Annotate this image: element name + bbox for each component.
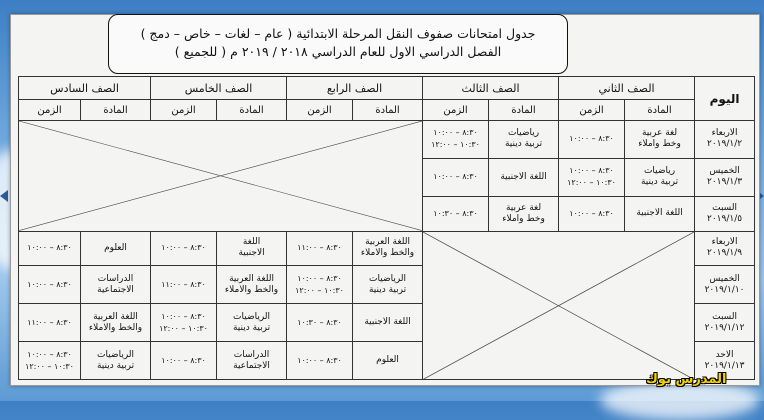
subject-column-header: المادة — [81, 100, 151, 121]
day-cell: الاحد ٢٠١٩/١/١٣ — [695, 342, 755, 380]
grade-4-subject: اللغة الاجنبية — [353, 304, 423, 342]
grade-4-time: ٨:٣٠ – ١٠:٠٠ — [287, 342, 353, 380]
grade-2-time: ٨:٣٠ – ١٠:٠٠ — [559, 121, 625, 159]
schedule-header-box — [108, 14, 568, 74]
grade-2-time: ٨:٣٠ – ١٠:٠٠ ١٠:٣٠ – ١٢:٠٠ — [559, 158, 625, 196]
grade-2-subject: رياضيات تربية دينية — [625, 158, 695, 196]
grade-5-subject: اللغة العربية والخط والاملاء — [217, 266, 287, 304]
grade-5-header: الصف الخامس — [151, 77, 287, 100]
left-arrow-icon — [0, 190, 8, 202]
schedule-subtitle: الفصل الدراسي الاول للعام الدراسي ٢٠١٨ / ٢٠١٩ م ( للجميع ) — [174, 44, 502, 59]
grade-2-header: الصف الثاني — [559, 77, 695, 100]
grade-5-subject: الرياضيات تربية دينية — [217, 304, 287, 342]
grade-5-time: ٨:٣٠ – ١٠:٠٠ ١٠:٣٠ – ١٢:٠٠ — [151, 304, 217, 342]
grade-5-time: ٨:٣٠ – ١٠:٠٠ — [151, 231, 217, 266]
day-cell: الاربعاء ٢٠١٩/١/٩ — [695, 231, 755, 266]
grade-5-subject: اللغة الاجنبية — [217, 231, 287, 266]
grade-4-subject: العلوم — [353, 342, 423, 380]
grade-4-header: الصف الرابع — [287, 77, 423, 100]
day-cell: الخميس ٢٠١٩/١/٣ — [695, 158, 755, 196]
grade-4-time: ٨:٣٠ – ١٠:٣٠ — [287, 304, 353, 342]
grade-2-subject: اللغة الاجنبية — [625, 196, 695, 231]
grade-6-time: ٨:٣٠ – ١٠:٠٠ — [19, 266, 81, 304]
grade-5-time: ٨:٣٠ – ١١:٠٠ — [151, 266, 217, 304]
time-column-header: الزمن — [151, 100, 217, 121]
day-cell: السبت ٢٠١٩/١/١٢ — [695, 304, 755, 342]
grade-4-time: ٨:٣٠ – ١١:٠٠ — [287, 231, 353, 266]
grade-6-subject: اللغة العربية والخط والاملاء — [81, 304, 151, 342]
grade-6-time: ٨:٣٠ – ١٠:٠٠ ١٠:٣٠ – ١٢:٠٠ — [19, 342, 81, 380]
grade-5-subject: الدراسات الاجتماعية — [217, 342, 287, 380]
grade-6-subject: الدراسات الاجتماعية — [81, 266, 151, 304]
grade-2-time: ٨:٣٠ – ١٠:٠٠ — [559, 196, 625, 231]
schedule-title: جدول امتحانات صفوف النقل المرحلة الابتدائية ( عام – لغات – خاص – دمج ) — [140, 26, 536, 41]
grade-3-header: الصف الثالث — [423, 77, 559, 100]
grade-6-subject: الرياضيات تربية دينية — [81, 342, 151, 380]
grade-3-time: ٨:٣٠ – ١٠:٣٠ — [423, 196, 489, 231]
subject-column-header: المادة — [217, 100, 287, 121]
site-logo-text: المدرس بوك — [646, 372, 727, 387]
time-column-header: الزمن — [423, 100, 489, 121]
day-cell: الخميس ٢٠١٩/١/١٠ — [695, 266, 755, 304]
exam-schedule-table — [18, 76, 755, 380]
grade-3-time: ٨:٣٠ – ١٠:٠٠ ١٠:٣٠ – ١٢:٠٠ — [423, 121, 489, 159]
subject-column-header: المادة — [489, 100, 559, 121]
grade-3-subject: اللغة الاجنبية — [489, 158, 559, 196]
grade-4-subject: اللغة العربية والخط والاملاء — [353, 231, 423, 266]
time-column-header: الزمن — [19, 100, 81, 121]
grade-3-time: ٨:٣٠ – ١٠:٠٠ — [423, 158, 489, 196]
subject-column-header: المادة — [353, 100, 423, 121]
day-cell: السبت ٢٠١٩/١/٥ — [695, 196, 755, 231]
subject-column-header: المادة — [625, 100, 695, 121]
time-column-header: الزمن — [559, 100, 625, 121]
grade-4-time: ٨:٣٠ – ١٠:٠٠ ١٠:٣٠ – ١٢:٠٠ — [287, 266, 353, 304]
day-column-header: اليوم — [695, 77, 755, 121]
day-cell: الاربعاء ٢٠١٩/١/٢ — [695, 121, 755, 159]
time-column-header: الزمن — [287, 100, 353, 121]
empty-crossed-block — [19, 121, 423, 232]
grade-4-subject: الرياضيات تربية دينية — [353, 266, 423, 304]
empty-crossed-block — [423, 231, 695, 379]
grade-5-time: ٨:٣٠ – ١٠:٠٠ — [151, 342, 217, 380]
grade-6-time: ٨:٣٠ – ١١:٠٠ — [19, 304, 81, 342]
grade-6-subject: العلوم — [81, 231, 151, 266]
grade-3-subject: لغة عربية وخط واملاء — [489, 196, 559, 231]
grade-2-subject: لغة عربية وخط واملاء — [625, 121, 695, 159]
grade-6-time: ٨:٣٠ – ١٠:٠٠ — [19, 231, 81, 266]
grade-6-header: الصف السادس — [19, 77, 151, 100]
grade-3-subject: رياضيات تربية دينية — [489, 121, 559, 159]
